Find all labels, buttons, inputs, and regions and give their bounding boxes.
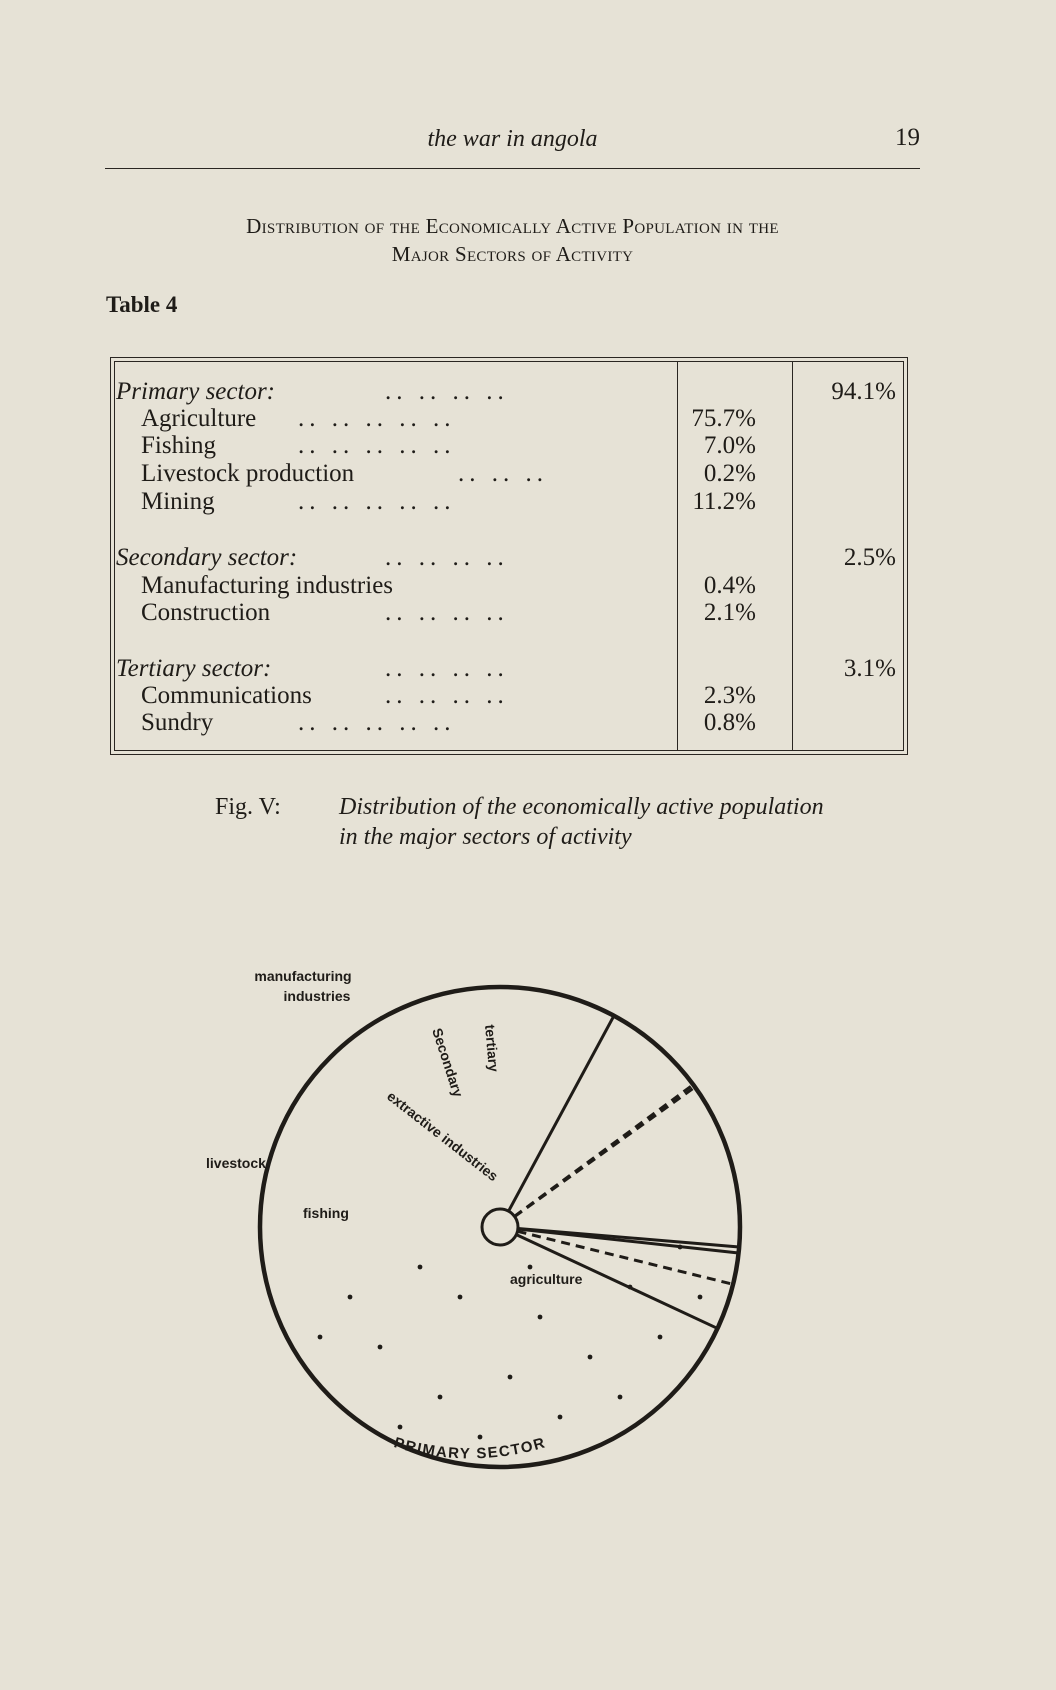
leader-dots: .. .. .. .. xyxy=(385,655,509,682)
leader-dots: .. .. .. .. .. xyxy=(298,488,456,515)
leader-dots: .. .. .. .. xyxy=(385,544,509,571)
leader-dots: .. .. .. .. xyxy=(385,599,509,626)
secondary-sector-label: Secondary sector: xyxy=(116,544,298,571)
header-rule xyxy=(105,168,920,169)
running-title: the war in angola xyxy=(427,126,598,152)
stipple-dot xyxy=(418,1265,423,1270)
table-row-name: Livestock production xyxy=(141,460,355,487)
table-row-name: Mining xyxy=(141,488,215,515)
slice-label-extractive: extractive industries xyxy=(384,1087,502,1185)
stipple-dot xyxy=(508,1375,513,1380)
table-row-value: 0.4% xyxy=(703,572,756,599)
table-row-value: 7.0% xyxy=(703,432,756,459)
stipple-dot xyxy=(348,1295,353,1300)
secondary-sector-total: 2.5% xyxy=(843,544,896,571)
stipple-dot xyxy=(628,1285,633,1290)
stipple-dot xyxy=(698,1295,703,1300)
stipple-dot xyxy=(378,1345,383,1350)
table-row-name: Sundry xyxy=(141,709,214,736)
tertiary-sector-total: 3.1% xyxy=(843,655,896,682)
stipple-dot xyxy=(538,1315,543,1320)
table-label: Table 4 xyxy=(106,292,178,317)
outer-label-text: PRIMARY SECTOR xyxy=(392,1434,548,1463)
slice-label-fishing: fishing xyxy=(303,1205,349,1221)
figure-caption-line-2: in the major sectors of activity xyxy=(339,824,632,850)
leader-dots: .. .. .. xyxy=(458,460,548,487)
stipple-dot xyxy=(528,1265,533,1270)
leader-dots: .. .. .. .. .. xyxy=(298,709,456,736)
table-row-name: Fishing xyxy=(141,432,217,459)
table-row-value: 11.2% xyxy=(692,488,756,515)
leader-dots: .. .. .. .. .. xyxy=(298,432,456,459)
page-number: 19 xyxy=(895,124,920,151)
stipple-dot xyxy=(438,1395,443,1400)
table-row-value: 75.7% xyxy=(691,405,756,432)
table-column-divider xyxy=(677,361,678,751)
table-row-name: Communications xyxy=(141,682,312,709)
table-title-line-1: Distribution of the Economically Active Population in the xyxy=(246,214,779,238)
table-row-value: 2.3% xyxy=(703,682,756,709)
table-column-divider xyxy=(792,361,793,751)
slice-label-tertiary: tertiary xyxy=(482,1023,503,1073)
stipple-dot xyxy=(478,1435,483,1440)
stipple-dot xyxy=(618,1395,623,1400)
outer-label-primary-sector xyxy=(392,1434,548,1462)
table-row-name: Agriculture xyxy=(141,405,257,432)
stipple-dot xyxy=(318,1335,323,1340)
stipple-dot xyxy=(398,1425,403,1430)
stipple-dot xyxy=(658,1335,663,1340)
table-row-name: Manufacturing industries xyxy=(141,572,394,599)
stipple-dot xyxy=(558,1415,563,1420)
leader-dots: .. .. .. .. .. xyxy=(298,405,456,432)
table-row-value: 2.1% xyxy=(703,599,756,626)
table-row-name: Construction xyxy=(141,599,271,626)
pie-slice-boundary xyxy=(509,1016,614,1211)
figure-caption-line-1: Distribution of the economically active population xyxy=(339,794,824,820)
table-row-value: 0.8% xyxy=(703,709,756,736)
table-row-value: 0.2% xyxy=(703,460,756,487)
running-header xyxy=(105,124,920,160)
slice-label-manufacturing-line-1: manufacturing xyxy=(254,968,352,984)
sector-pie-chart xyxy=(200,945,800,1475)
table-title xyxy=(105,212,920,268)
slice-label-agriculture: agriculture xyxy=(510,1271,583,1287)
table-title-line-2: Major Sectors of Activity xyxy=(391,242,634,266)
stipple-dot xyxy=(588,1355,593,1360)
primary-sector-total: 94.1% xyxy=(831,378,896,405)
leader-dots: .. .. .. .. xyxy=(385,682,509,709)
primary-sector-label: Primary sector: xyxy=(116,378,275,405)
figure-label: Fig. V: xyxy=(215,794,281,820)
stipple-dot xyxy=(458,1295,463,1300)
leader-dots: .. .. .. .. xyxy=(385,378,509,405)
slice-label-secondary: Secondary xyxy=(429,1025,467,1100)
pie-center-hub xyxy=(482,1209,518,1245)
tertiary-sector-label: Tertiary sector: xyxy=(116,655,272,682)
slice-label-manufacturing-line-2: industries xyxy=(283,988,351,1004)
stipple-dot xyxy=(678,1245,683,1250)
slice-label-livestock: livestock xyxy=(206,1155,266,1171)
